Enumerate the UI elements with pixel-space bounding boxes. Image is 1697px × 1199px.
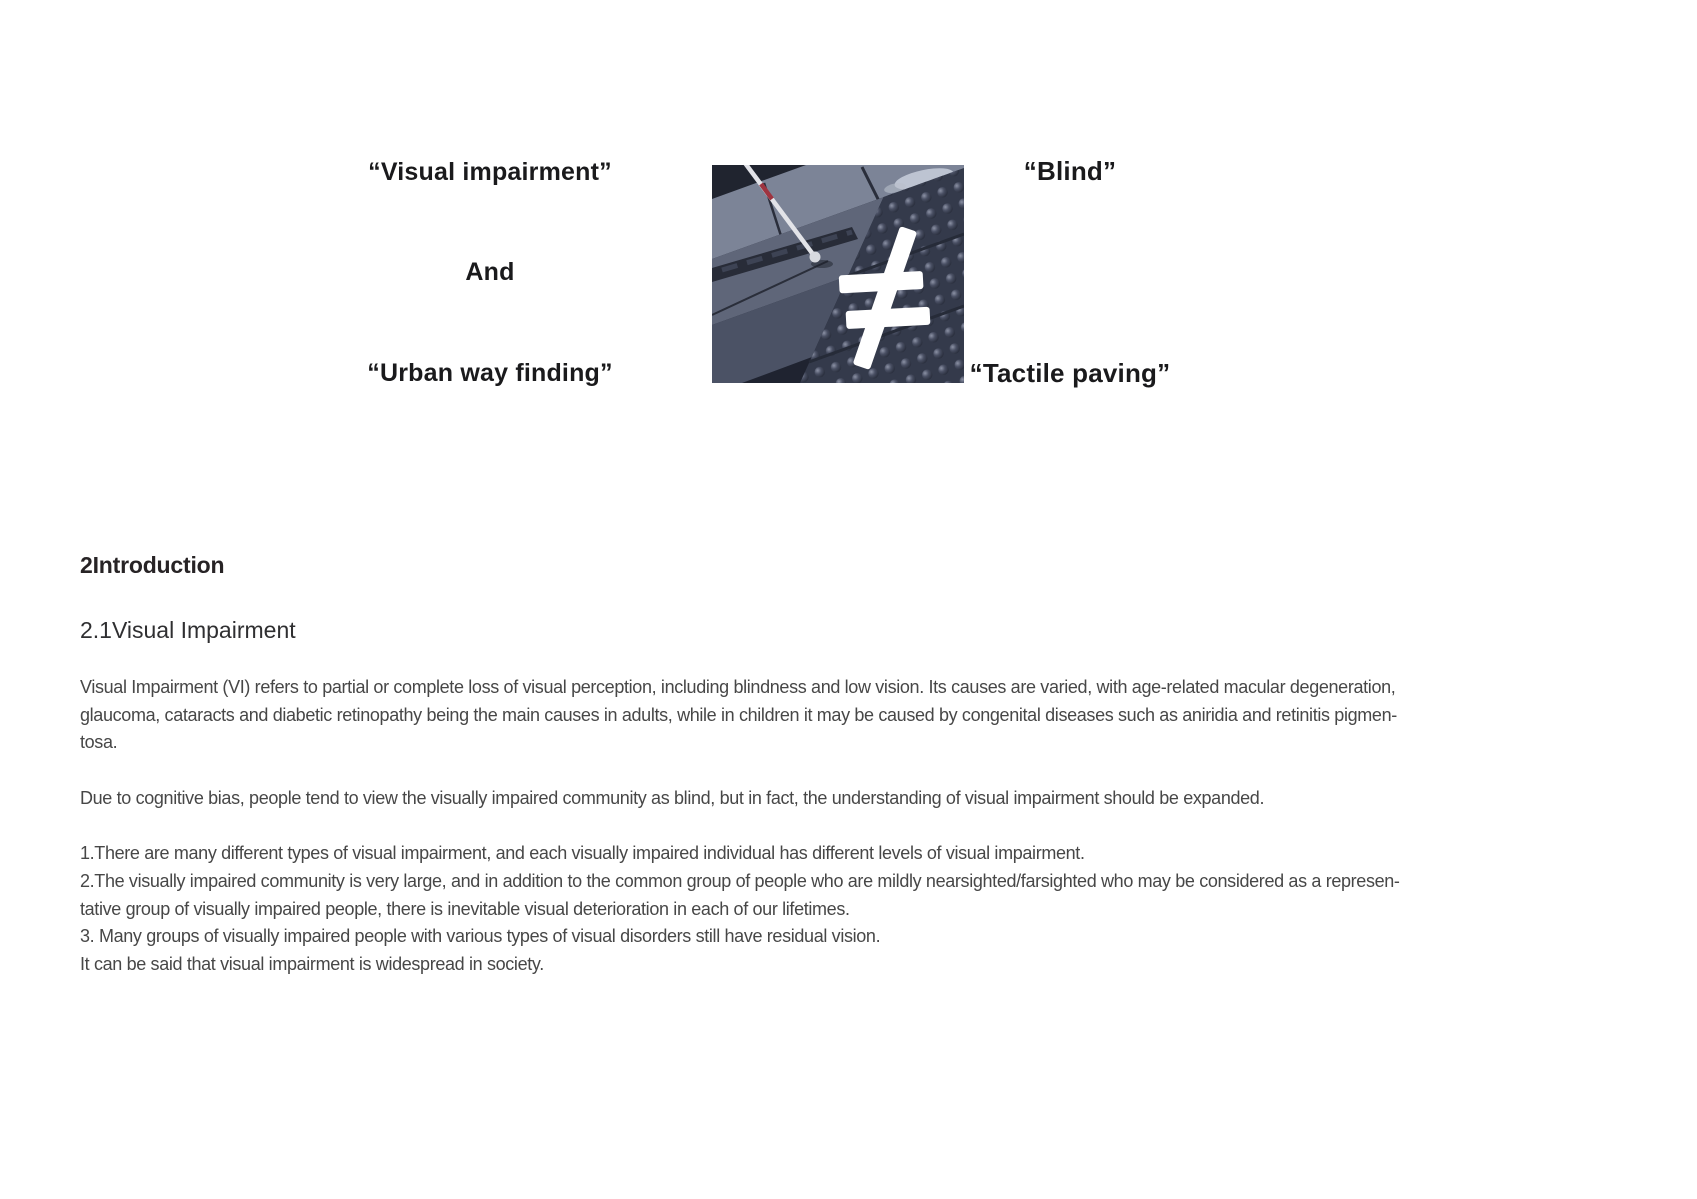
- tactile-paving-photo: [712, 165, 964, 383]
- paragraph-line: Visual Impairment (VI) refers to partial or complete loss of visual perception, including blindness and low vision. Its causes are varied, with age-related macular degeneration,: [80, 677, 1396, 697]
- paragraph-line: 1.There are many different types of visual impairment, and each visually impaired individual has different levels of visual impairment.: [80, 843, 1085, 864]
- paragraph: [80, 674, 1520, 757]
- hero-label-blind: “Blind”: [1023, 156, 1117, 186]
- paragraph: [80, 785, 1520, 813]
- paragraphs: [80, 674, 1520, 979]
- subsection-heading: 2.1Visual Impairment: [80, 617, 296, 643]
- paragraph-line: tosa.: [80, 732, 118, 753]
- section-heading: 2Introduction: [80, 552, 225, 578]
- tactile-paving-illustration: [712, 165, 964, 383]
- hero-label-urban-way-finding: “Urban way finding”: [367, 359, 613, 387]
- hero-label-and: And: [465, 258, 515, 286]
- paragraph: [80, 840, 1520, 979]
- paragraph-line: Due to cognitive bias, people tend to view the visually impaired community as blind, but in fact, the understanding of visual impairment should be expanded.: [80, 787, 1265, 808]
- hero-label-tactile-paving: “Tactile paving”: [969, 358, 1171, 388]
- paragraph-line: 3. Many groups of visually impaired people with various types of visual disorders still have residual vision.: [80, 926, 881, 947]
- paragraph-line: tative group of visually impaired people, there is inevitable visual deterioration in each of our lifetimes.: [80, 898, 850, 919]
- document-body: [80, 552, 1520, 979]
- paragraph-line: It can be said that visual impairment is widespread in society.: [80, 954, 544, 974]
- paragraph-line: glaucoma, cataracts and diabetic retinopathy being the main causes in adults, while in children it may be caused by congenital diseases such as aniridia and retinitis pigmen-: [80, 704, 1397, 725]
- hero-label-visual-impairment: “Visual impairment”: [368, 158, 612, 186]
- paragraph-line: 2.The visually impaired community is very large, and in addition to the common group of people who are mildly nearsighted/farsighted who may be considered as a represen-: [80, 870, 1400, 891]
